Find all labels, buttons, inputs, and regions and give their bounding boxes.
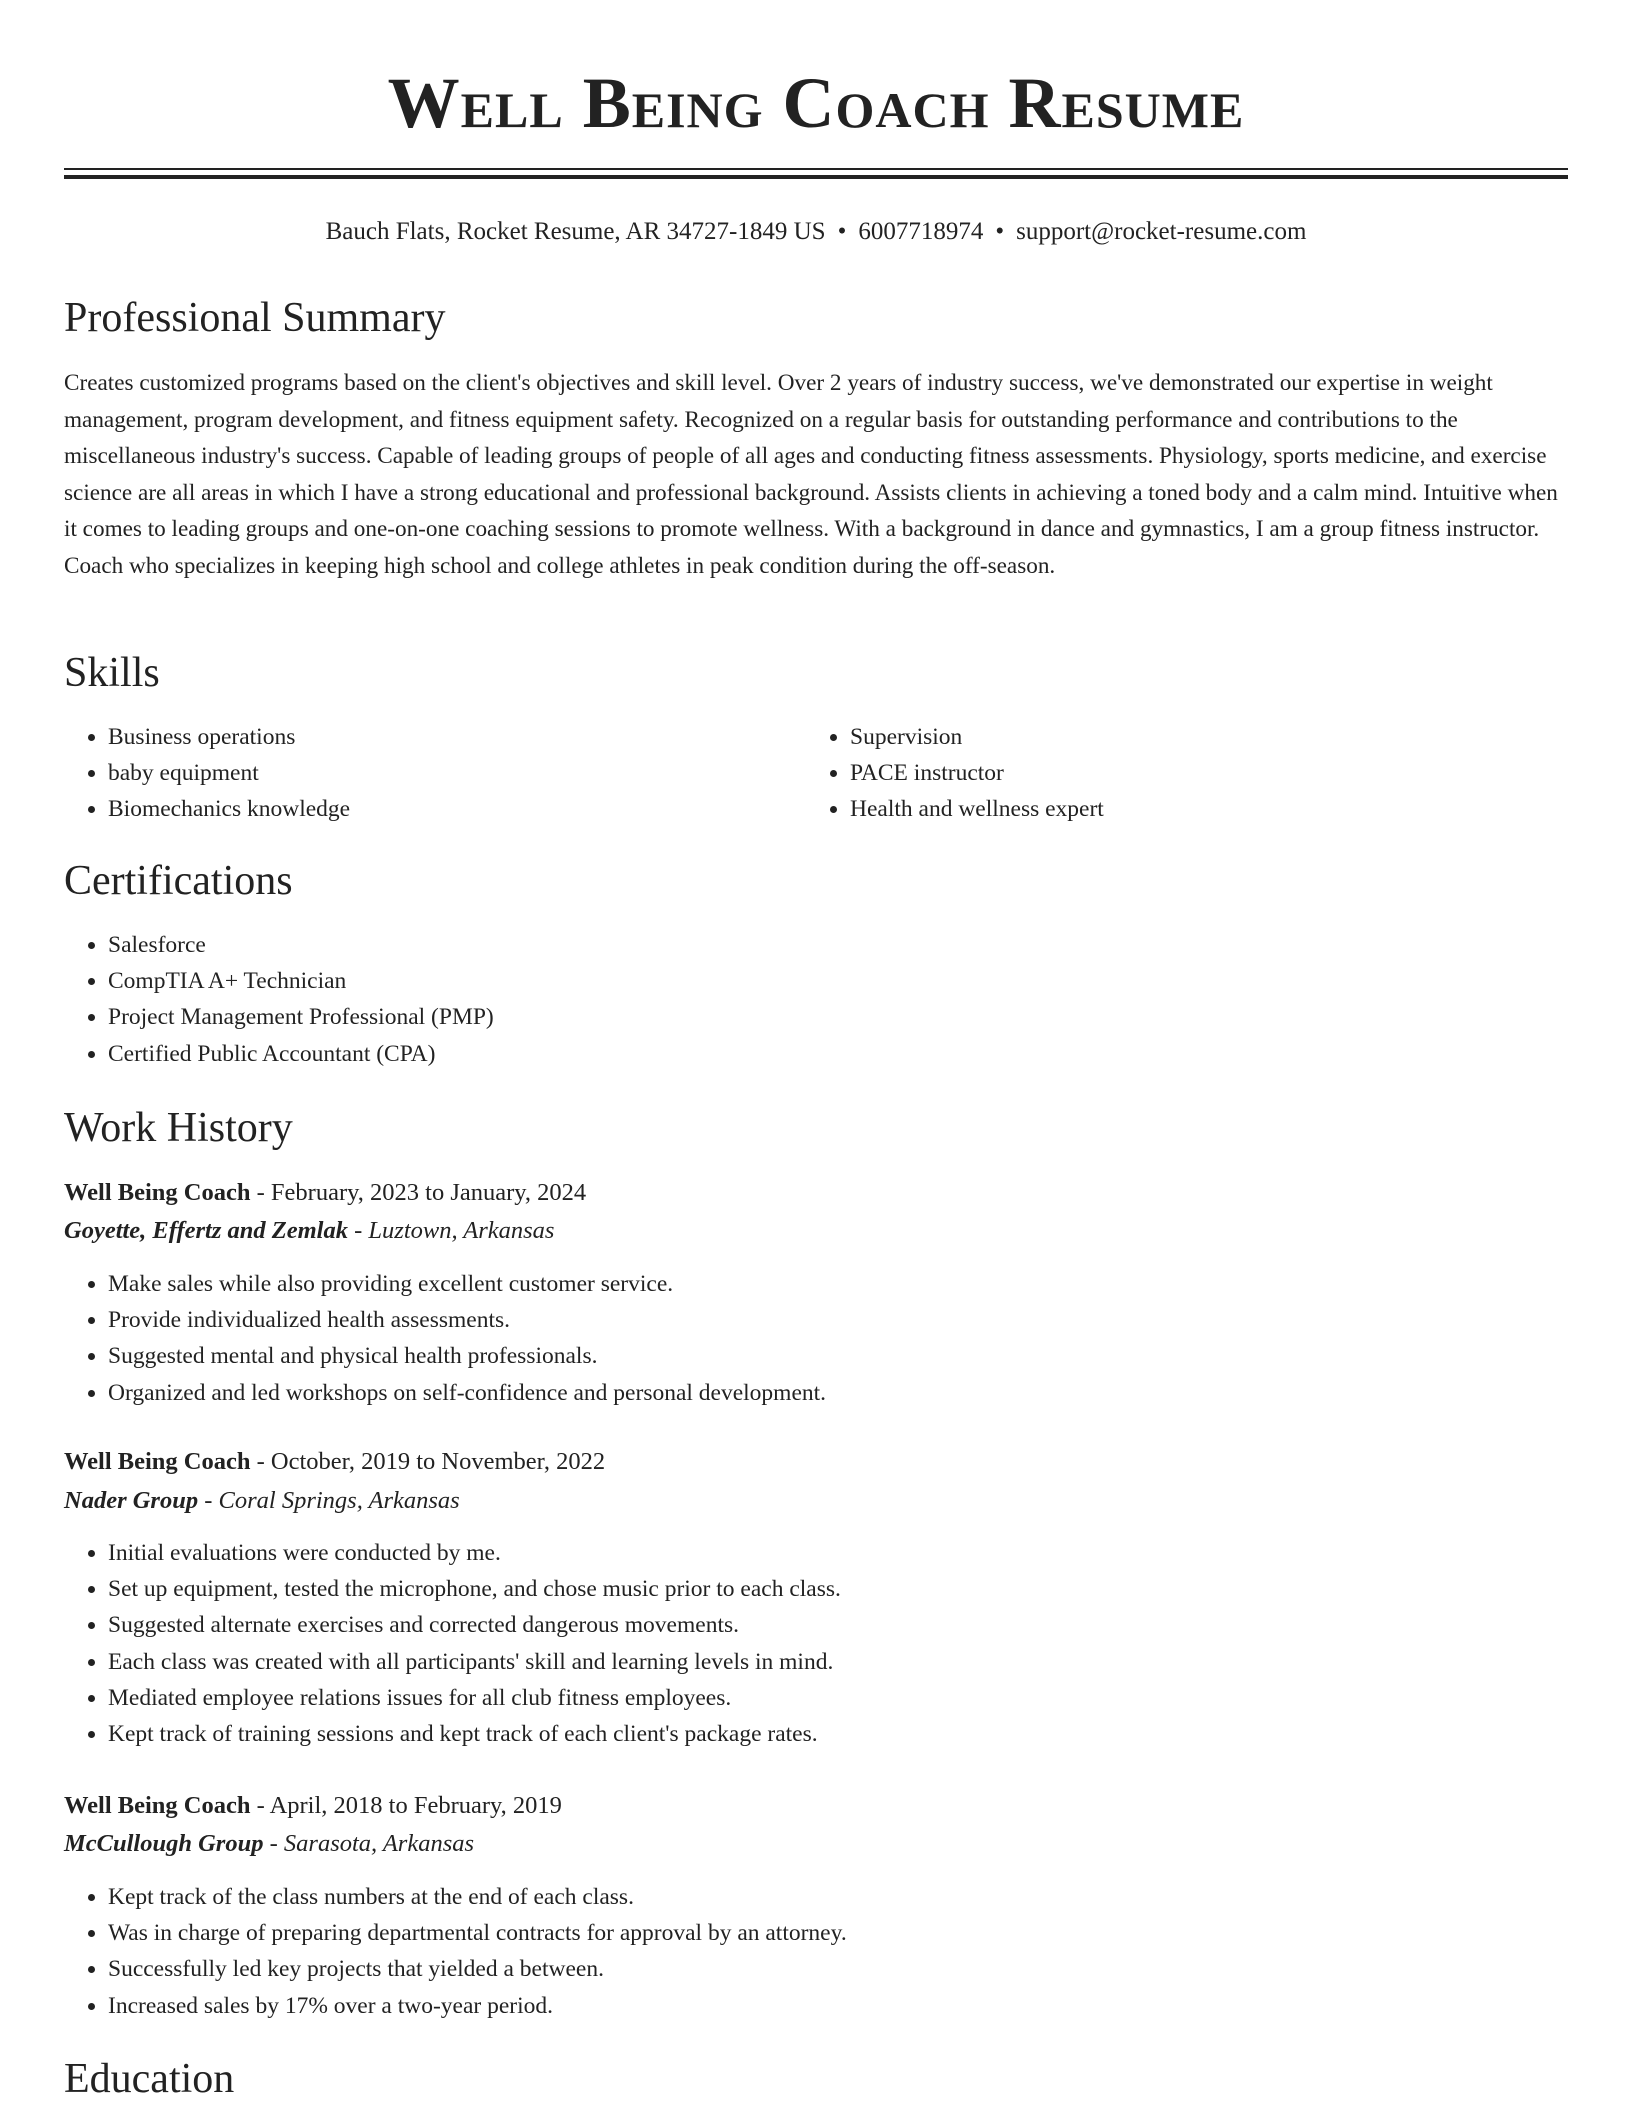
section-title-work-history: Work History: [64, 1105, 293, 1151]
list-item: • Each class was created with all participants' skill and learning levels in mind.: [108, 1644, 1508, 1680]
job-company: Goyette, Effertz and Zemlak: [64, 1217, 348, 1244]
list-item: • Supervision: [850, 719, 1550, 755]
job-company-line: [64, 1213, 554, 1249]
certifications-list: [64, 927, 1508, 1072]
dash: -: [354, 1217, 363, 1244]
contact-phone: 6007718974: [858, 218, 984, 245]
job-dates: April, 2018 to February, 2019: [269, 1792, 562, 1819]
section-title-certifications: Certifications: [64, 858, 293, 904]
job-location: Sarasota, Arkansas: [283, 1830, 475, 1857]
list-item: • Was in charge of preparing departmental contracts for approval by an attorney.: [108, 1915, 1508, 1951]
list-item: • Kept track of training sessions and kept track of each client's package rates.: [108, 1716, 1508, 1752]
list-item: • Biomechanics knowledge: [108, 791, 788, 827]
job-company-line: [64, 1826, 474, 1862]
contact-separator: •: [837, 218, 847, 245]
job-dates: October, 2019 to November, 2022: [270, 1448, 606, 1475]
list-item: • Organized and led workshops on self-confidence and personal development.: [108, 1375, 1508, 1411]
contact-line: [0, 215, 1632, 249]
contact-email: support@rocket-resume.com: [1016, 218, 1307, 245]
dash: -: [256, 1448, 265, 1475]
list-item: • Initial evaluations were conducted by me.: [108, 1535, 1508, 1571]
title-rule-thick: [64, 175, 1568, 179]
list-item: • Increased sales by 17% over a two-year period.: [108, 1988, 1508, 2024]
job-bullets: [64, 1535, 1508, 1752]
list-item: • Make sales while also providing excellent customer service.: [108, 1266, 1508, 1302]
list-item: • Successfully led key projects that yielded a between.: [108, 1951, 1508, 1987]
job-location: Luztown, Arkansas: [368, 1217, 555, 1244]
job-heading: [64, 1788, 562, 1824]
dash: -: [269, 1830, 278, 1857]
job-location: Coral Springs, Arkansas: [218, 1487, 460, 1514]
resume-title: Well Being Coach Resume: [387, 63, 1245, 143]
contact-address: Bauch Flats, Rocket Resume, AR 34727-1849 US: [325, 218, 826, 245]
dash: -: [256, 1792, 265, 1819]
job-heading: [64, 1444, 605, 1480]
section-title-education: Education: [64, 2056, 235, 2102]
skills-list-left: [64, 719, 788, 828]
job-title: Well Being Coach: [64, 1448, 251, 1475]
job-bullets: [64, 1879, 1508, 2024]
job-dates: February, 2023 to January, 2024: [270, 1179, 587, 1206]
list-item: • Provide individualized health assessments.: [108, 1302, 1508, 1338]
summary-text: Creates customized programs based on the client's objectives and skill level. Over 2 years of industry success, we've demonstrated our expertise in weight management, program development, and fitness equipment safety. Recognized on a regular basis for outstanding performance and contributions to the miscellaneous industry's success. Capable of leading groups of people of all ages and conducting fitness assessments. Physiology, sports medicine, and exercise science are all areas in which I have a strong educational and professional background. Assists clients in achieving a toned body and a calm mind. Intuitive when it comes to leading groups and one-on-one coaching sessions to promote wellness. With a background in dance and gymnastics, I am a group fitness instructor. Coach who specializes in keeping high school and college athletes in peak condition during the off-season.: [64, 370, 1558, 579]
list-item: • Suggested alternate exercises and corrected dangerous movements.: [108, 1607, 1508, 1643]
dash: -: [256, 1179, 265, 1206]
job-company: McCullough Group: [64, 1830, 264, 1857]
list-item: • PACE instructor: [850, 755, 1550, 791]
list-item: • Mediated employee relations issues for all club fitness employees.: [108, 1680, 1508, 1716]
list-item: • Suggested mental and physical health professionals.: [108, 1338, 1508, 1374]
list-item: • CompTIA A+ Technician: [108, 963, 1508, 999]
job-company: Nader Group: [64, 1487, 199, 1514]
list-item: • baby equipment: [108, 755, 788, 791]
job-title: Well Being Coach: [64, 1179, 251, 1206]
list-item: • Kept track of the class numbers at the end of each class.: [108, 1879, 1508, 1915]
list-item: • Project Management Professional (PMP): [108, 999, 1508, 1035]
job-bullets: [64, 1266, 1508, 1411]
list-item: • Business operations: [108, 719, 788, 755]
list-item: • Certified Public Accountant (CPA): [108, 1036, 1508, 1072]
title-rule-thin: [64, 168, 1568, 170]
section-title-summary: Professional Summary: [64, 295, 446, 341]
list-item: • Salesforce: [108, 927, 1508, 963]
dash: -: [204, 1487, 213, 1514]
skills-list-right: [806, 719, 1550, 828]
contact-separator: •: [995, 218, 1005, 245]
job-heading: [64, 1175, 586, 1211]
job-title: Well Being Coach: [64, 1792, 251, 1819]
list-item: • Health and wellness expert: [850, 791, 1550, 827]
section-title-skills: Skills: [64, 650, 160, 696]
list-item: • Set up equipment, tested the microphone, and chose music prior to each class.: [108, 1571, 1508, 1607]
job-company-line: [64, 1483, 460, 1519]
